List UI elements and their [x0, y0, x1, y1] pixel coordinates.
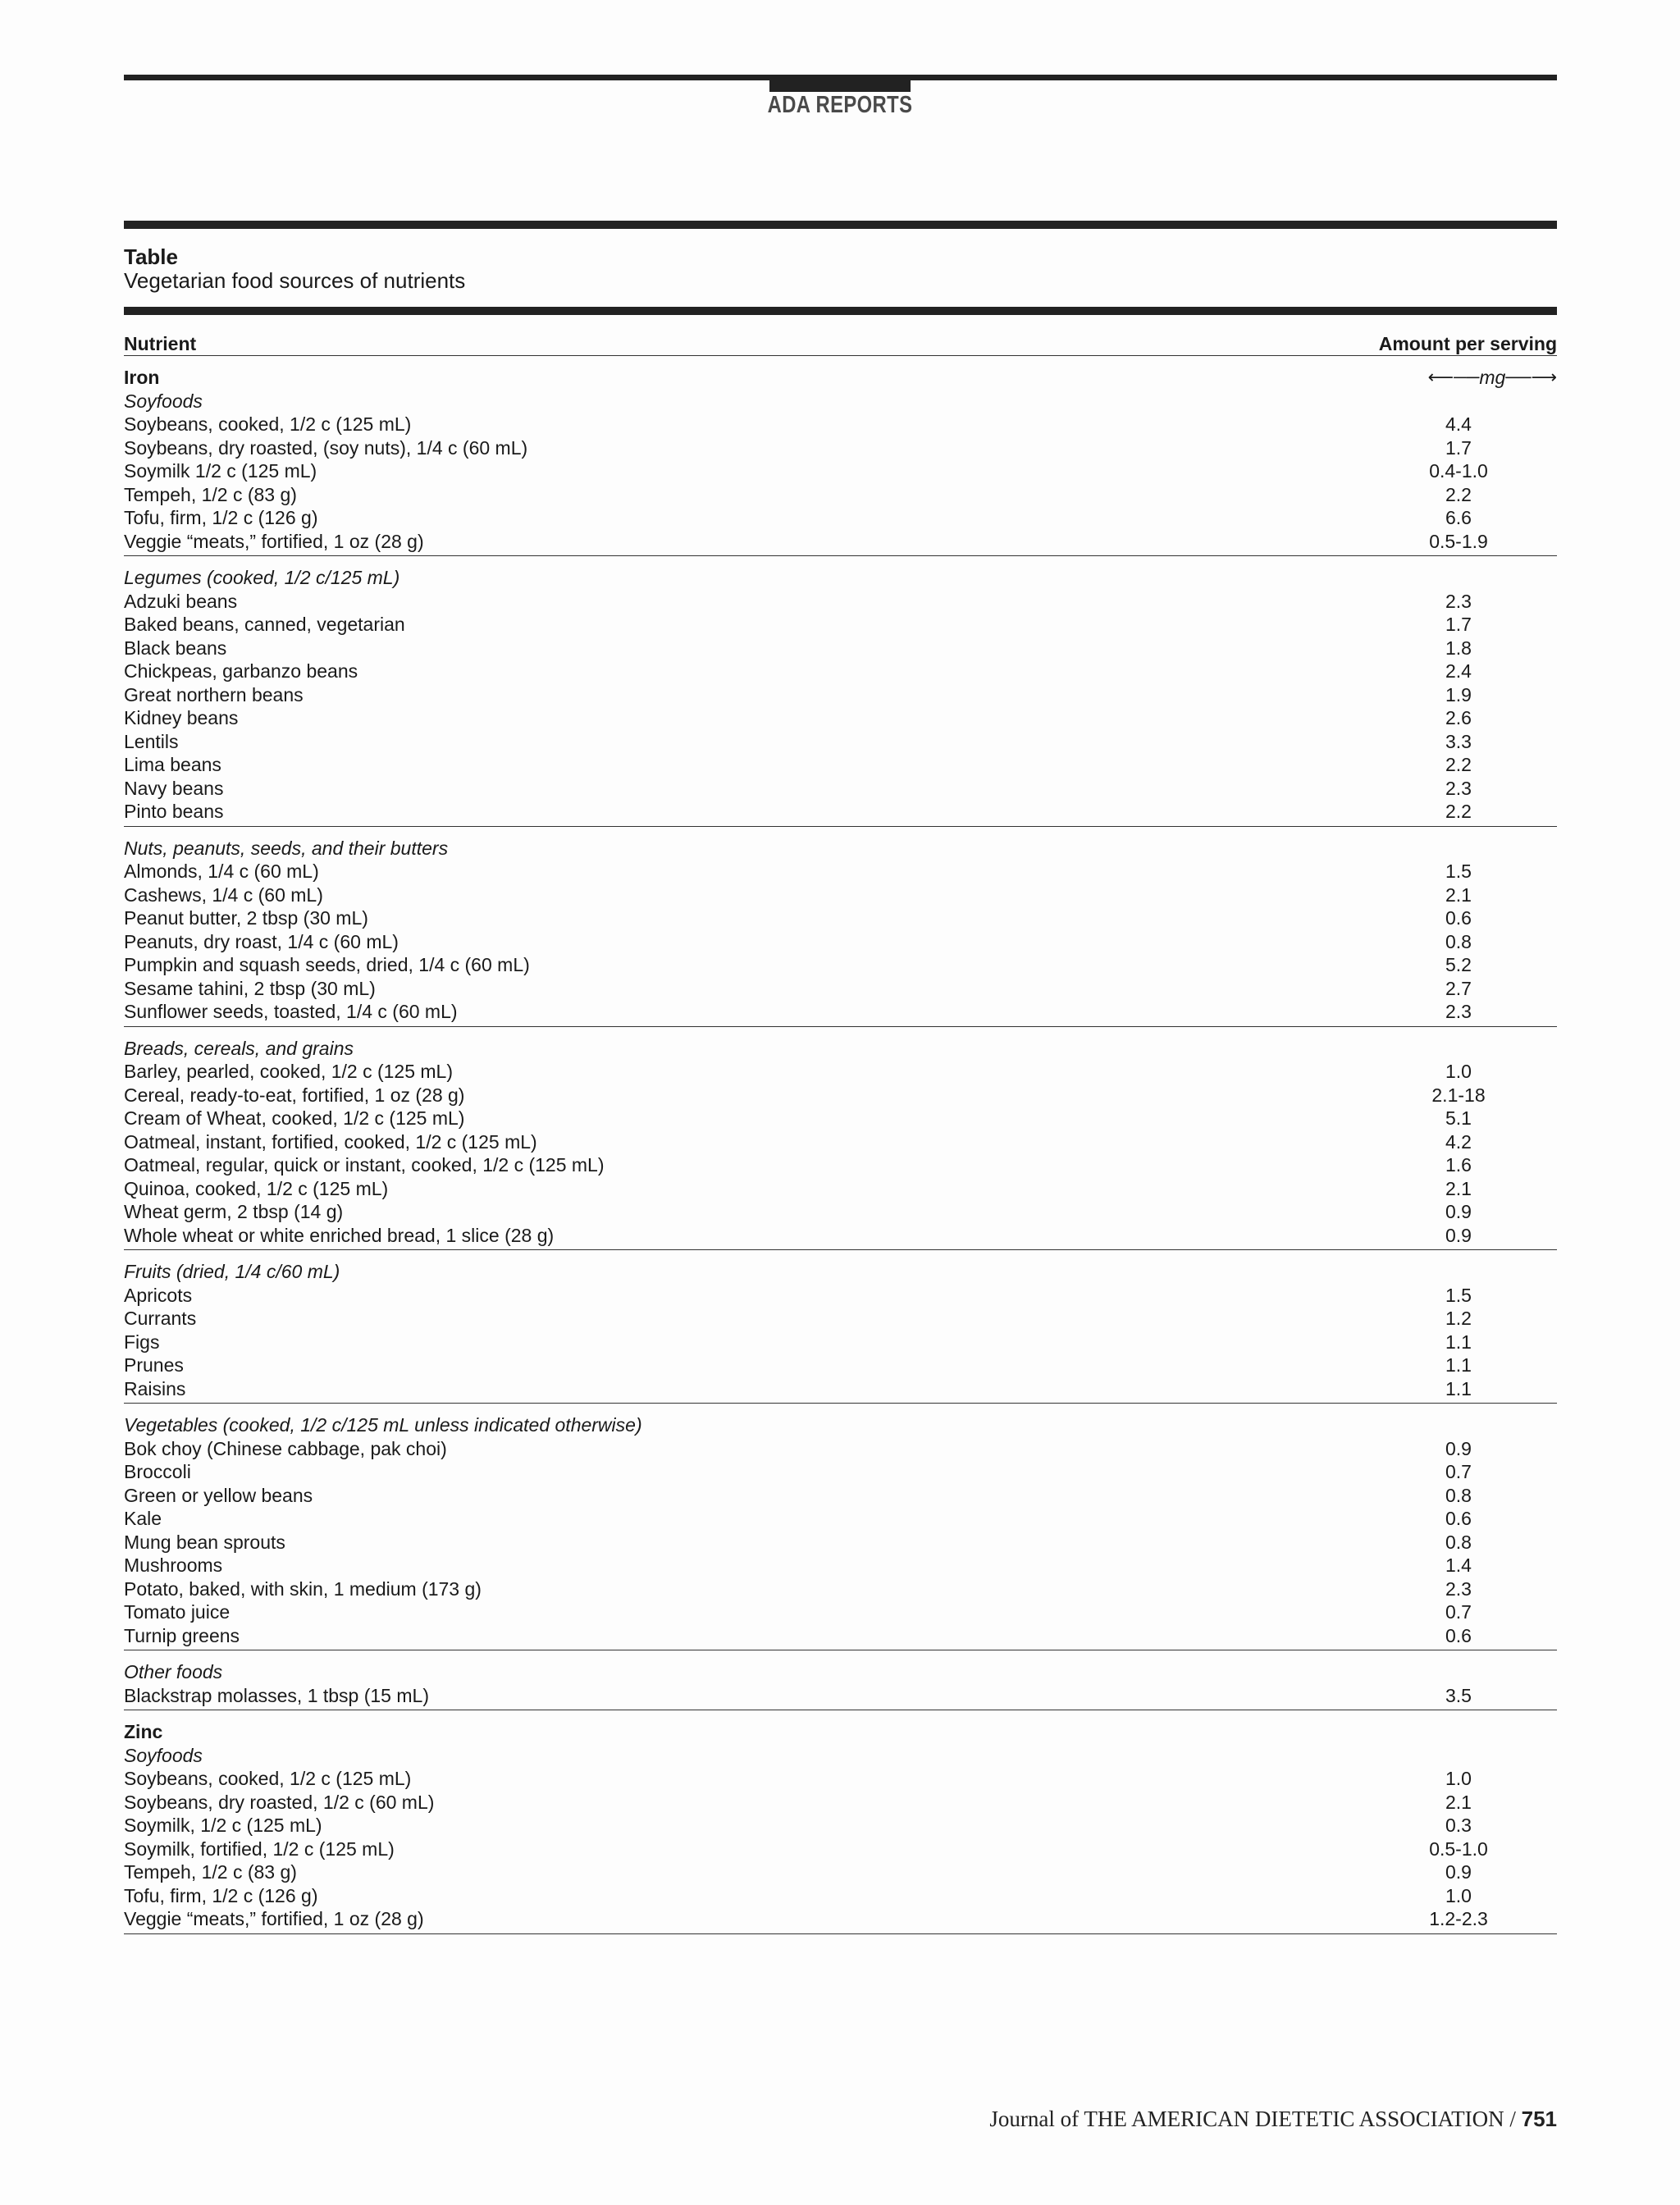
- table-row: [124, 800, 1557, 824]
- table-group: [124, 556, 1557, 827]
- food-item: Mung bean sprouts: [124, 1531, 285, 1553]
- food-item: Sunflower seeds, toasted, 1/4 c (60 mL): [124, 1001, 458, 1022]
- table-group: [124, 1250, 1557, 1404]
- table-label: Table: [124, 244, 178, 269]
- table-row: [124, 506, 1557, 530]
- food-item: Navy beans: [124, 777, 224, 799]
- amount-value: 0.8: [1445, 1531, 1472, 1553]
- food-item: Kidney beans: [124, 707, 239, 728]
- food-item: Soybeans, dry roasted, (soy nuts), 1/4 c (60 mL): [124, 436, 528, 459]
- amount-value: 1.1: [1445, 1331, 1472, 1353]
- units-text: mg: [1479, 367, 1506, 388]
- category-subheading: [124, 1413, 1557, 1437]
- page-footer: [989, 2107, 1557, 2132]
- amount-value: 5.1: [1445, 1107, 1472, 1129]
- food-item: Oatmeal, regular, quick or instant, cooked, 1/2 c (125 mL): [124, 1154, 605, 1176]
- food-item: Tomato juice: [124, 1601, 231, 1623]
- right-arrow-icon: ──⟶: [1505, 367, 1557, 387]
- category-subheading: [124, 1037, 1557, 1061]
- food-item: Soybeans, dry roasted, 1/2 c (60 mL): [124, 1791, 435, 1813]
- food-item: Soybeans, cooked, 1/2 c (125 mL): [124, 413, 412, 435]
- food-item: Adzuki beans: [124, 590, 238, 612]
- food-item: Bok choy (Chinese cabbage, pak choi): [124, 1437, 447, 1459]
- table-row: [124, 777, 1557, 801]
- amount-value: 1.1: [1445, 1377, 1472, 1399]
- table-row: [124, 1130, 1557, 1154]
- food-item: Mushrooms: [124, 1554, 223, 1576]
- table-row: [124, 706, 1557, 730]
- table-row: [124, 1153, 1557, 1177]
- amount-value: 2.1: [1445, 1177, 1472, 1199]
- table-row: [124, 1437, 1557, 1461]
- column-header-nutrient: Nutrient: [124, 333, 197, 354]
- header-tab: [769, 80, 911, 92]
- amount-value: 0.7: [1445, 1601, 1472, 1623]
- table-row: [124, 930, 1557, 954]
- food-item: Tempeh, 1/2 c (83 g): [124, 483, 297, 505]
- table-row: [124, 1060, 1557, 1084]
- food-item: Potato, baked, with skin, 1 medium (173 g): [124, 1577, 482, 1600]
- page-number: 751: [1521, 2107, 1557, 2131]
- table-row: [124, 1577, 1557, 1601]
- food-item: Cream of Wheat, cooked, 1/2 c (125 mL): [124, 1107, 465, 1129]
- table-row: [124, 1554, 1557, 1577]
- amount-value: 0.7: [1445, 1461, 1472, 1482]
- table-header-row: [124, 315, 1557, 356]
- amount-value: 1.5: [1445, 861, 1472, 882]
- amount-value: 3.3: [1445, 730, 1472, 752]
- table-row: [124, 1084, 1557, 1107]
- amount-value: 1.7: [1445, 436, 1472, 459]
- amount-value: 3.5: [1445, 1684, 1472, 1706]
- table-row: [124, 1767, 1557, 1791]
- food-item: Turnip greens: [124, 1624, 240, 1646]
- nutrient-row: [124, 1720, 1557, 1744]
- food-item: Pumpkin and squash seeds, dried, 1/4 c (60 mL): [124, 954, 530, 975]
- food-item: Sesame tahini, 2 tbsp (30 mL): [124, 977, 376, 999]
- food-item: Tempeh, 1/2 c (83 g): [124, 1861, 297, 1883]
- amount-value: 1.5: [1445, 1284, 1472, 1306]
- journal-name: Journal of THE AMERICAN DIETETIC ASSOCIATION /: [989, 2107, 1522, 2131]
- table-group: [124, 1650, 1557, 1710]
- category-subheading: [124, 1660, 1557, 1684]
- nutrient-table: [124, 221, 1557, 1934]
- food-item: Kale: [124, 1508, 162, 1529]
- amount-value: 1.7: [1445, 614, 1472, 635]
- table-row: [124, 1624, 1557, 1648]
- table-row: [124, 1860, 1557, 1884]
- food-item: Veggie “meats,” fortified, 1 oz (28 g): [124, 1908, 424, 1929]
- table-row: [124, 590, 1557, 614]
- amount-value: 1.2: [1445, 1308, 1472, 1329]
- food-item: Broccoli: [124, 1461, 191, 1482]
- table-row: [124, 1354, 1557, 1377]
- amount-value: 0.5-1.0: [1429, 1838, 1488, 1860]
- table-row: [124, 1684, 1557, 1708]
- amount-value: 2.4: [1445, 660, 1472, 682]
- table-group: [124, 356, 1557, 556]
- food-item: Figs: [124, 1331, 160, 1353]
- table-row: [124, 1000, 1557, 1024]
- amount-value: 1.0: [1445, 1061, 1472, 1082]
- table-row: [124, 1177, 1557, 1201]
- food-item: Soymilk 1/2 c (125 mL): [124, 460, 317, 482]
- table-row: [124, 730, 1557, 754]
- category-subheading: [124, 390, 1557, 413]
- section-title: ADA REPORTS: [767, 92, 913, 118]
- nutrient-row: [124, 366, 1557, 390]
- amount-value: 0.8: [1445, 1484, 1472, 1506]
- food-item: Peanut butter, 2 tbsp (30 mL): [124, 907, 368, 929]
- food-item: Barley, pearled, cooked, 1/2 c (125 mL): [124, 1061, 454, 1082]
- table-row: [124, 1600, 1557, 1624]
- amount-value: 2.2: [1445, 483, 1472, 505]
- table-row: [124, 1200, 1557, 1224]
- amount-value: 2.1-18: [1431, 1084, 1486, 1106]
- food-item: Cereal, ready-to-eat, fortified, 1 oz (28 g): [124, 1084, 465, 1106]
- table-row: [124, 1531, 1557, 1554]
- subheading-text: Breads, cereals, and grains: [124, 1037, 354, 1059]
- amount-value: 0.8: [1445, 930, 1472, 952]
- amount-value: 0.9: [1445, 1201, 1472, 1222]
- food-item: Peanuts, dry roast, 1/4 c (60 mL): [124, 930, 399, 952]
- food-item: Raisins: [124, 1377, 186, 1399]
- table-row: [124, 953, 1557, 977]
- table-group: [124, 1710, 1557, 1934]
- amount-value: 4.2: [1445, 1130, 1472, 1153]
- table-row: [124, 1507, 1557, 1531]
- table-caption-rule: [124, 307, 1557, 315]
- food-item: Soymilk, 1/2 c (125 mL): [124, 1815, 322, 1836]
- amount-value: 2.3: [1445, 1001, 1472, 1022]
- category-subheading: [124, 837, 1557, 861]
- food-item: Soymilk, fortified, 1/2 c (125 mL): [124, 1838, 395, 1860]
- food-item: Black beans: [124, 637, 227, 659]
- food-item: Baked beans, canned, vegetarian: [124, 614, 405, 635]
- amount-value: 0.9: [1445, 1861, 1472, 1883]
- amount-value: 6.6: [1445, 507, 1472, 528]
- food-item: Chickpeas, garbanzo beans: [124, 660, 358, 682]
- column-header-amount: Amount per serving: [1378, 333, 1557, 354]
- units-label: [1360, 366, 1557, 390]
- amount-value: 2.3: [1445, 1577, 1472, 1600]
- table-body: [124, 356, 1557, 1934]
- amount-value: 1.8: [1445, 637, 1472, 659]
- subheading-text: Soyfoods: [124, 390, 203, 412]
- table-caption: Vegetarian food sources of nutrients: [124, 268, 466, 293]
- table-row: [124, 637, 1557, 660]
- subheading-text: Vegetables (cooked, 1/2 c/125 mL unless indicated otherwise): [124, 1414, 642, 1436]
- table-group: [124, 1027, 1557, 1251]
- amount-value: 5.2: [1445, 954, 1472, 975]
- amount-value: 0.9: [1445, 1437, 1472, 1459]
- amount-value: 0.6: [1445, 1508, 1472, 1529]
- food-item: Great northern beans: [124, 683, 304, 705]
- amount-value: 2.6: [1445, 707, 1472, 728]
- nutrient-name: Zinc: [124, 1721, 163, 1742]
- table-row: [124, 753, 1557, 777]
- amount-value: 1.0: [1445, 1884, 1472, 1906]
- food-item: Tofu, firm, 1/2 c (126 g): [124, 507, 318, 528]
- food-item: Quinoa, cooked, 1/2 c (125 mL): [124, 1177, 389, 1199]
- amount-value: 2.1: [1445, 1791, 1472, 1813]
- amount-value: 1.9: [1445, 683, 1472, 705]
- left-arrow-icon: ⟵──: [1427, 367, 1480, 387]
- category-subheading: [124, 1260, 1557, 1284]
- category-subheading: [124, 1744, 1557, 1768]
- amount-value: 2.3: [1445, 590, 1472, 612]
- amount-value: 0.9: [1445, 1224, 1472, 1246]
- amount-value: 1.6: [1445, 1154, 1472, 1176]
- table-row: [124, 1284, 1557, 1308]
- subheading-text: Soyfoods: [124, 1744, 203, 1766]
- table-row: [124, 1460, 1557, 1484]
- table-group: [124, 1404, 1557, 1650]
- food-item: Pinto beans: [124, 801, 224, 822]
- table-group: [124, 827, 1557, 1027]
- table-row: [124, 1884, 1557, 1908]
- amount-value: 2.7: [1445, 977, 1472, 999]
- amount-value: 1.4: [1445, 1554, 1472, 1576]
- subheading-text: Fruits (dried, 1/4 c/60 mL): [124, 1261, 340, 1282]
- food-item: Cashews, 1/4 c (60 mL): [124, 883, 323, 906]
- food-item: Soybeans, cooked, 1/2 c (125 mL): [124, 1768, 412, 1789]
- amount-value: 1.0: [1445, 1768, 1472, 1789]
- subheading-text: Nuts, peanuts, seeds, and their butters: [124, 837, 449, 859]
- category-subheading: [124, 566, 1557, 590]
- food-item: Apricots: [124, 1284, 193, 1306]
- subheading-text: Legumes (cooked, 1/2 c/125 mL): [124, 567, 400, 588]
- food-item: Almonds, 1/4 c (60 mL): [124, 861, 319, 882]
- table-row: [124, 1791, 1557, 1815]
- amount-value: 0.6: [1445, 1624, 1472, 1646]
- amount-value: 0.3: [1445, 1815, 1472, 1836]
- amount-value: 2.3: [1445, 777, 1472, 799]
- table-row: [124, 530, 1557, 554]
- food-item: Tofu, firm, 1/2 c (126 g): [124, 1884, 318, 1906]
- food-item: Oatmeal, instant, fortified, cooked, 1/2 c (125 mL): [124, 1130, 537, 1153]
- table-row: [124, 1484, 1557, 1508]
- table-row: [124, 1814, 1557, 1838]
- amount-value: 2.2: [1445, 801, 1472, 822]
- table-row: [124, 413, 1557, 436]
- amount-value: 0.5-1.9: [1429, 530, 1488, 552]
- table-row: [124, 1377, 1557, 1401]
- food-item: Lima beans: [124, 754, 221, 775]
- table-row: [124, 1107, 1557, 1130]
- amount-value: 4.4: [1445, 413, 1472, 435]
- amount-value: 2.2: [1445, 754, 1472, 775]
- table-row: [124, 1224, 1557, 1248]
- table-row: [124, 483, 1557, 507]
- food-item: Currants: [124, 1308, 197, 1329]
- amount-value: 1.1: [1445, 1354, 1472, 1376]
- table-row: [124, 683, 1557, 707]
- food-item: Blackstrap molasses, 1 tbsp (15 mL): [124, 1684, 429, 1706]
- food-item: Wheat germ, 2 tbsp (14 g): [124, 1201, 344, 1222]
- table-row: [124, 977, 1557, 1001]
- food-item: Veggie “meats,” fortified, 1 oz (28 g): [124, 530, 424, 552]
- amount-value: 1.2-2.3: [1429, 1908, 1488, 1929]
- amount-value: 0.6: [1445, 907, 1472, 929]
- table-row: [124, 1838, 1557, 1861]
- table-row: [124, 660, 1557, 683]
- table-row: [124, 1331, 1557, 1354]
- food-item: Prunes: [124, 1354, 184, 1376]
- table-row: [124, 1307, 1557, 1331]
- table-row: [124, 436, 1557, 460]
- table-row: [124, 860, 1557, 883]
- table-row: [124, 613, 1557, 637]
- food-item: Whole wheat or white enriched bread, 1 slice (28 g): [124, 1224, 555, 1246]
- table-row: [124, 883, 1557, 907]
- header-rule: [124, 75, 1557, 80]
- table-top-rule: [124, 221, 1557, 229]
- food-item: Green or yellow beans: [124, 1484, 313, 1506]
- amount-value: 0.4-1.0: [1429, 460, 1488, 482]
- food-item: Lentils: [124, 730, 179, 752]
- table-row: [124, 459, 1557, 483]
- table-row: [124, 906, 1557, 930]
- subheading-text: Other foods: [124, 1661, 223, 1682]
- amount-value: 2.1: [1445, 883, 1472, 906]
- table-row: [124, 1907, 1557, 1931]
- nutrient-name: Iron: [124, 367, 160, 388]
